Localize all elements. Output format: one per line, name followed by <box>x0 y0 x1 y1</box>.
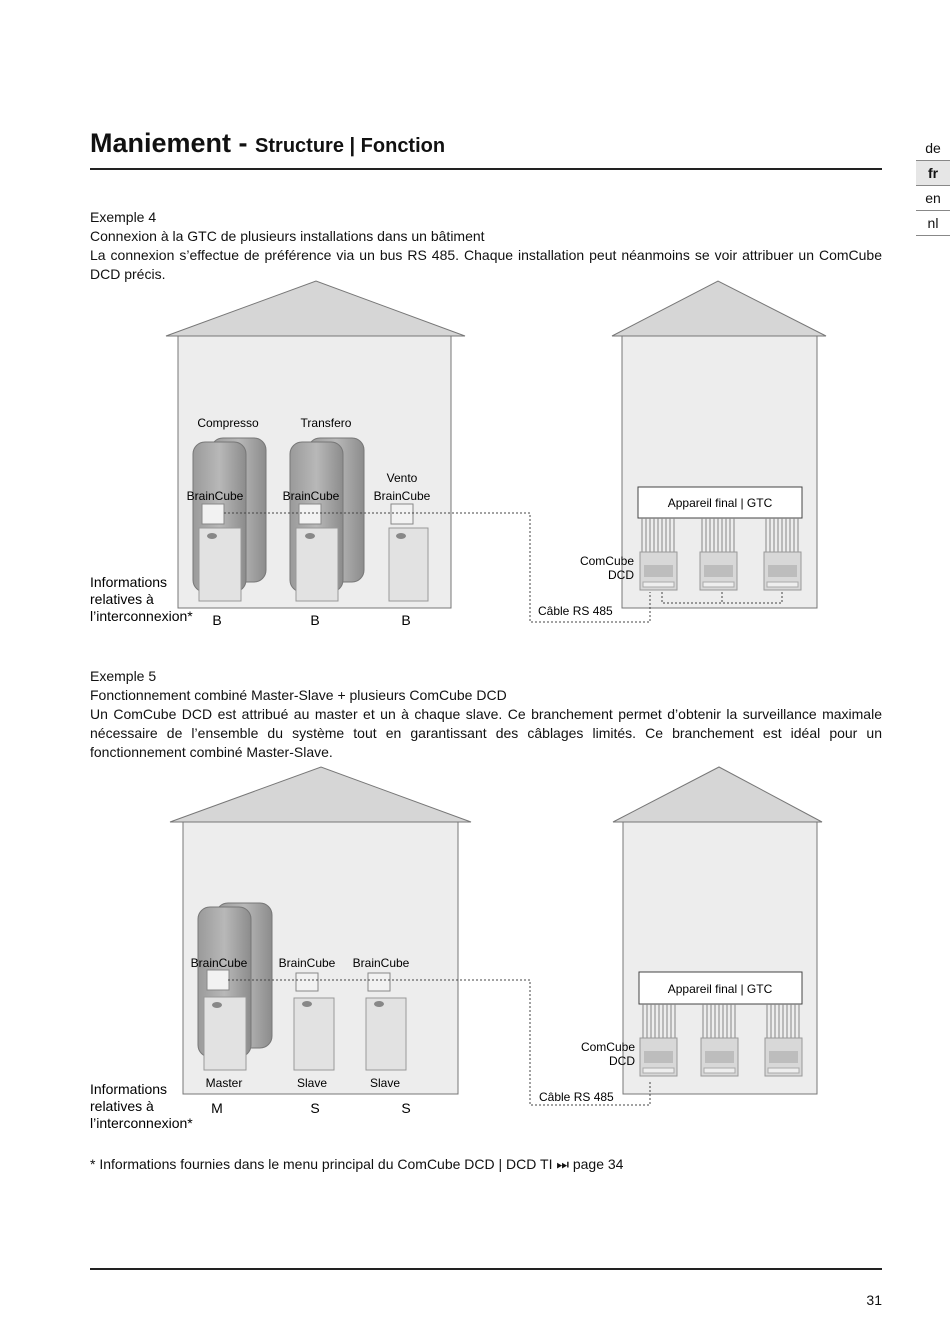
transfero-unit <box>290 438 364 601</box>
example5-text-block <box>90 667 882 762</box>
comcube-label: DCD <box>609 1054 635 1068</box>
braincube-device-icon <box>202 504 224 524</box>
lang-tab-en[interactable]: en <box>916 186 950 211</box>
cable-label: Câble RS 485 <box>539 1090 614 1104</box>
info-label: relatives à <box>90 1098 154 1114</box>
lang-tab-fr[interactable]: fr <box>916 161 950 186</box>
braincube-device-icon <box>299 504 321 524</box>
title-subtitle: Structure | Fonction <box>255 135 446 157</box>
title-divider <box>90 168 882 170</box>
master-unit <box>198 903 272 1070</box>
device-label: BrainCube <box>373 489 431 503</box>
lang-tab-de[interactable]: de <box>916 136 950 161</box>
footer-divider <box>90 1268 882 1270</box>
comcube-module <box>701 1038 738 1076</box>
info-label: relatives à <box>90 591 154 607</box>
cable-label: Câble RS 485 <box>538 604 613 618</box>
building-roof <box>613 767 822 822</box>
device-label: BrainCube <box>282 489 340 503</box>
comcube-label: ComCube <box>579 554 634 568</box>
unit-label-transfero: Transfero <box>300 416 352 430</box>
braincube-device-icon <box>296 973 318 991</box>
comcube-module <box>764 552 801 590</box>
braincube-device-icon <box>368 973 390 991</box>
example4-label: Exemple 4 <box>90 209 157 225</box>
comcube-module <box>640 1038 677 1076</box>
device-label: BrainCube <box>190 956 248 970</box>
code-label: B <box>401 612 411 628</box>
example4-diagram <box>0 270 950 640</box>
code-label: M <box>211 1100 223 1116</box>
end-device-label: Appareil final | GTC <box>667 496 773 510</box>
comcube-label: ComCube <box>580 1040 635 1054</box>
code-label: S <box>310 1100 320 1116</box>
braincube-device-icon <box>207 970 229 990</box>
info-label: l’interconnexion* <box>90 608 193 624</box>
info-label: Informations <box>90 574 168 590</box>
page-title <box>90 128 445 159</box>
role-label-master: Master <box>205 1076 243 1090</box>
role-label-slave: Slave <box>369 1076 401 1090</box>
example4-description: La connexion s’effectue de préférence via un bus RS 485. Chaque installation peut néanmoins se voir attribuer un ComCube DCD précis. <box>90 247 882 282</box>
building-roof <box>166 281 465 336</box>
info-label: Informations <box>90 1081 168 1097</box>
unit-label-vento: Vento <box>386 471 418 485</box>
device-label: BrainCube <box>352 956 410 970</box>
device-label: BrainCube <box>186 489 244 503</box>
footnote: * Informations fournies dans le menu principal du ComCube DCD | DCD TI ⏭ page 34 <box>90 1156 624 1172</box>
example5-diagram <box>0 760 950 1140</box>
code-label: S <box>401 1100 411 1116</box>
info-label: l’interconnexion* <box>90 1115 193 1131</box>
role-label-slave: Slave <box>296 1076 328 1090</box>
comcube-module <box>765 1038 802 1076</box>
example5-description: Un ComCube DCD est attribué au master et un à chaque slave. Ce branchement permet d’obtenir la surveillance maximale nécessaire de l’ensemble du système tout en garantissant des câblages limités. Ce branchement est idéal pour un fonctionnement combiné Master-Slave. <box>90 706 882 760</box>
code-label: B <box>310 612 320 628</box>
lang-tab-nl[interactable]: nl <box>916 211 950 236</box>
page-number: 31 <box>866 1292 882 1308</box>
example5-label: Exemple 5 <box>90 668 157 684</box>
comcube-label: DCD <box>608 568 634 582</box>
device-label: BrainCube <box>278 956 336 970</box>
braincube-device-icon <box>391 504 413 524</box>
comcube-module <box>640 552 677 590</box>
unit-label-compresso: Compresso <box>197 416 259 430</box>
end-device-label: Appareil final | GTC <box>667 982 773 996</box>
title-main: Maniement - <box>90 128 248 158</box>
building-roof <box>170 767 471 822</box>
example4-heading: Connexion à la GTC de plusieurs installations dans un bâtiment <box>90 228 485 244</box>
code-label: B <box>212 612 222 628</box>
building-roof <box>612 281 826 336</box>
compresso-unit <box>193 438 266 601</box>
example5-heading: Fonctionnement combiné Master-Slave + plusieurs ComCube DCD <box>90 687 507 703</box>
language-tabs <box>916 136 950 236</box>
comcube-module <box>700 552 737 590</box>
